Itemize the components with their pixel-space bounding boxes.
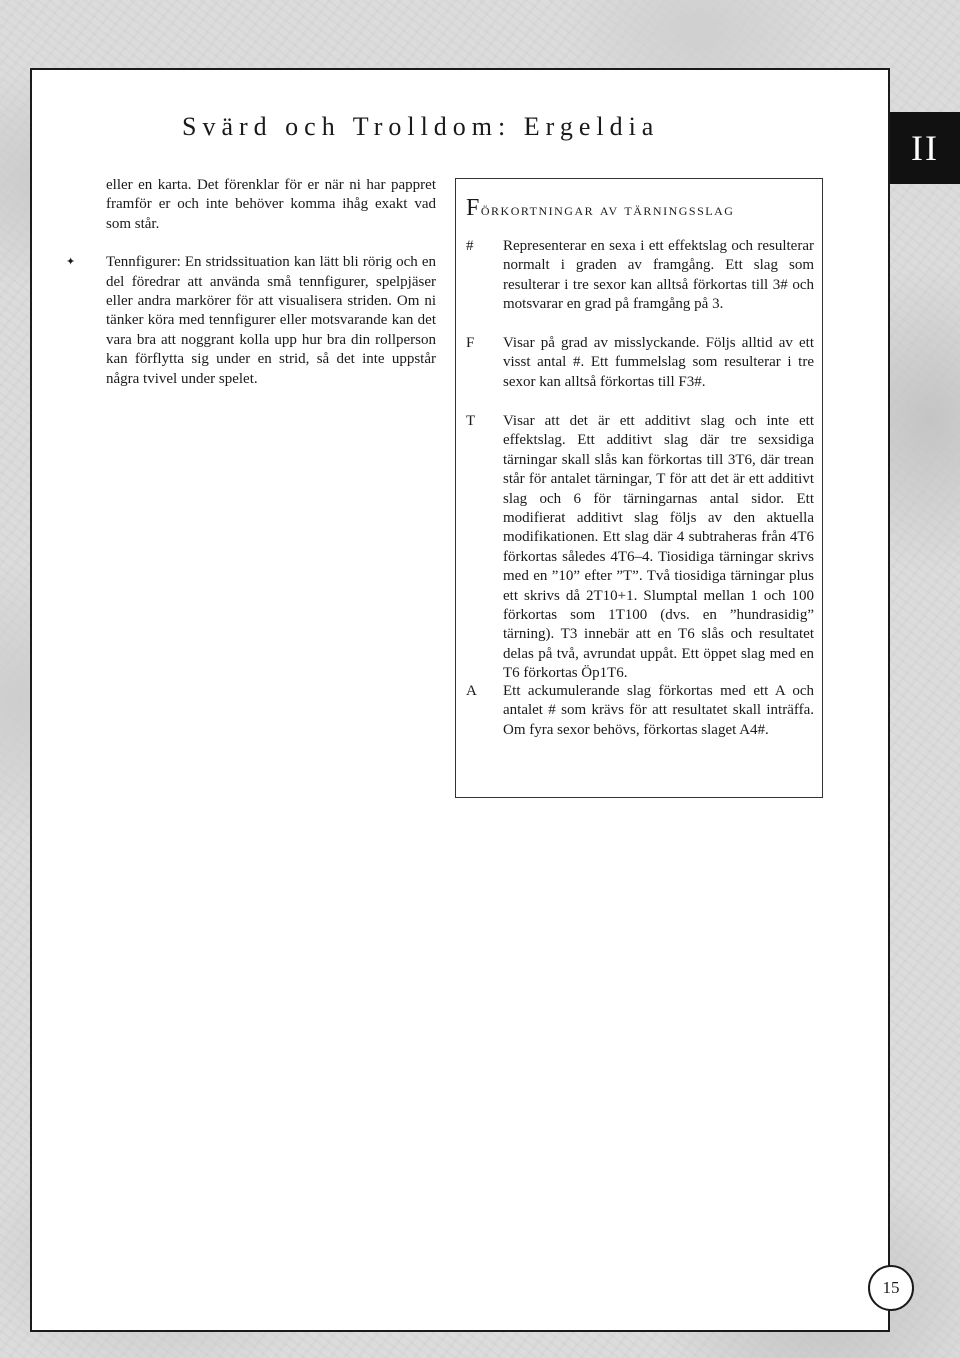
- abbreviations-sidebar: [455, 178, 823, 798]
- sidebar-title-initial: F: [466, 195, 481, 221]
- abbreviation-symbol: A: [466, 683, 477, 699]
- abbreviation-entry-hash: [466, 237, 814, 315]
- bullet-paragraph-text: Tennfigurer: En stridssituation kan lätt bli rörig och en del föredrar att använda små tennfigurer, spelpjäser eller andra markörer för att visualisera striden. Om ni tänker köra med tennfigurer eller motsvarande kan det vara bra att noggrant kolla upp hur bra din rollperson kan förflytta sig under en strid, så det inte uppstår några tvivel under spelet.: [106, 254, 436, 387]
- abbreviation-description: Representerar en sexa i ett effektslag och resulterar normalt i graden av framgång. Ett slag som resulterar i tre sexor kan alltså förkortas till 3# och motsvarar en grad på framgång på 3.: [503, 238, 814, 313]
- abbreviation-description: Visar att det är ett additivt slag och inte ett effektslag. Ett additivt slag där tre sexsidiga tärningar skall slås kan förkortas till 3T6, där trean står för antalet tärningar, T för att det är ett additivt slag och 6 för tärningarnas antal sidor. Ett modifierat additivt slag följs av den aktuella modifikationen. Ett slag där 4 subtraheras från 4T6 förkortas således 4T6–4. Tiosidiga tärningar skrivs med en ”10” efter ”T”. Två tiosidiga tärningar plus ett skrivs då 2T10+1. Slumptal mellan 1 och 100 förkortas som 1T100 (dvs. en ”hundrasidig” tärning). T3 innebär att en T6 slås och resultatet delas på två, avrundat uppåt. Ett öppet slag med en T6 förkortas Öp1T6.: [503, 413, 814, 682]
- intro-paragraph: eller en karta. Det förenklar för er när ni har pappret framför er och inte behöver komma ihåg exakt vad som står.: [106, 177, 436, 232]
- abbreviation-symbol: T: [466, 413, 476, 429]
- abbreviation-symbol: #: [466, 238, 474, 254]
- abbreviation-description: Ett ackumulerande slag förkortas med ett A och antalet # som krävs för att resultatet skall inträffa. Om fyra sexor behövs, förkortas slaget A4#.: [503, 683, 814, 738]
- bullet-star-icon: ✦: [66, 256, 76, 269]
- chapter-tab: II: [890, 112, 960, 184]
- bullet-paragraph: [66, 253, 436, 389]
- abbreviation-entry-t: [466, 412, 814, 684]
- page-number: 15: [868, 1265, 914, 1311]
- left-column: [66, 176, 436, 389]
- abbreviation-description: Visar på grad av misslyckande. Följs alltid av ett visst antal #. Ett fummelslag som resulterar i tre sexor kan alltså förkortas till F3#.: [503, 335, 814, 390]
- sidebar-title-text: örkortningar av tärningsslag: [480, 200, 735, 219]
- abbreviation-entry-f: [466, 334, 814, 392]
- running-title: Svärd och Trolldom: Ergeldia: [182, 112, 660, 141]
- sidebar-title: [466, 195, 734, 222]
- abbreviation-symbol: F: [466, 335, 475, 351]
- abbreviation-entry-a: [466, 682, 814, 740]
